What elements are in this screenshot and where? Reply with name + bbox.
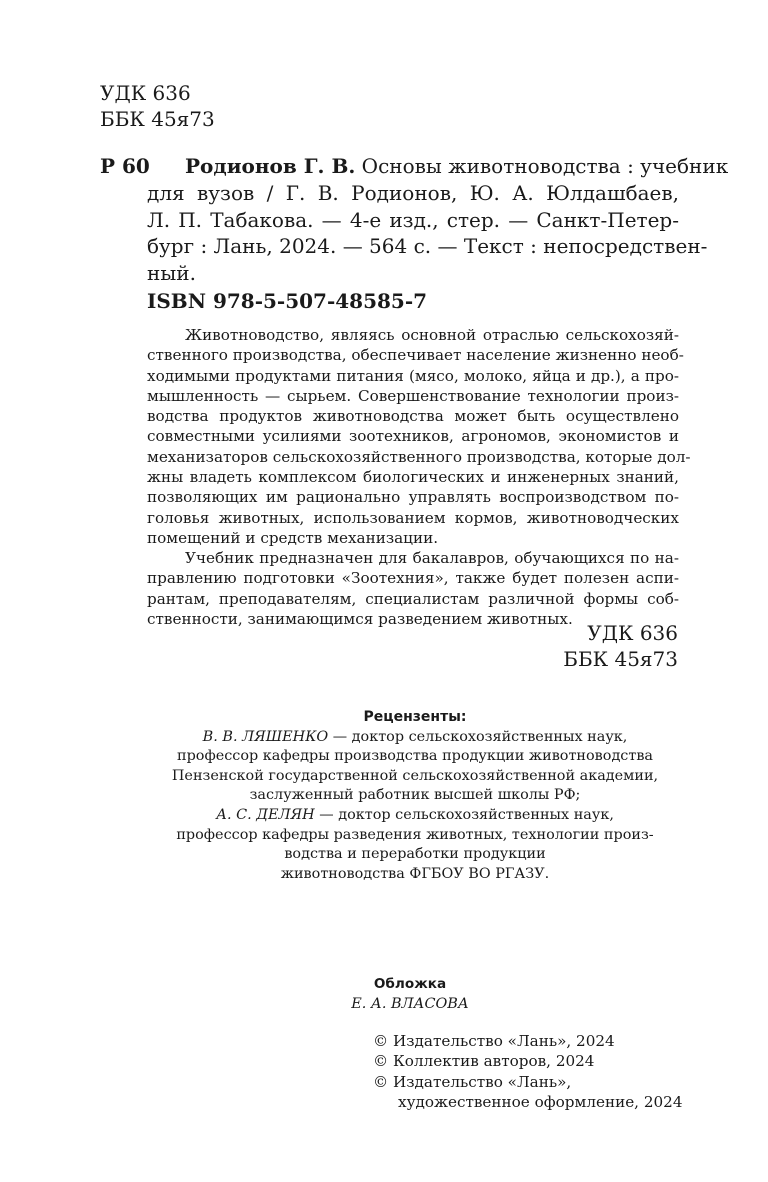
reviewer-1-line: Пензенской государственной сельскохозяйственной академии, <box>171 767 659 784</box>
copyright-line: © Издательство «Лань», <box>373 1072 572 1091</box>
citation-author: Родионов Г. В. <box>185 154 356 178</box>
reviewer-2-line: профессор кафедры разведения животных, технологии произ- <box>176 826 654 843</box>
citation-continued <box>147 180 708 286</box>
citation-line-3: Л. П. Табакова. — 4-е изд., стер. — Санкт-Петер- <box>147 207 679 232</box>
citation-title: Основы животноводства : учебник <box>355 154 729 178</box>
annotation-line: рантам, преподавателям, специалистам различной формы соб- <box>147 589 679 608</box>
reviewer-1-line: профессор кафедры производства продукции животноводства <box>176 748 654 765</box>
cover-designer: Е. А. ВЛАСОВА <box>351 995 469 1012</box>
udk-top: УДК 636 <box>100 81 191 105</box>
citation-line-1 <box>185 153 729 180</box>
citation-line-2: для вузов / Г. В. Родионов, Ю. А. Юлдашбаев, <box>147 181 679 205</box>
annotation-line: помещений и средств механизации. <box>147 528 439 547</box>
annotation-line: механизаторов сельскохозяйственного производства, которые дол- <box>147 447 691 466</box>
cover-credit <box>300 975 520 1014</box>
bbk-bottom: ББК 45я73 <box>563 647 678 671</box>
bbk-top: ББК 45я73 <box>100 107 215 131</box>
reviewer-2-line: водства и переработки продукции <box>284 846 546 863</box>
reviewer-2-degree: — доктор сельскохозяйственных наук, <box>314 806 614 823</box>
annotation-line: головья животных, использованием кормов, животноводческих <box>147 508 679 527</box>
copyright-line: художественное оформление, 2024 <box>398 1092 683 1111</box>
annotation-line: ственности, занимающимся разведением животных. <box>147 609 573 628</box>
citation-line-5: ный. <box>147 260 196 285</box>
udk-bottom: УДК 636 <box>587 621 678 645</box>
copyright <box>373 1031 683 1112</box>
cover-label: Обложка <box>373 976 447 992</box>
reviewer-1-name: В. В. ЛЯШЕНКО <box>202 728 329 745</box>
annotation-line: правлению подготовки «Зоотехния», также будет полезен аспи- <box>147 569 679 588</box>
citation <box>185 153 729 180</box>
reviewer-1-line: заслуженный работник высшей школы РФ; <box>249 787 581 804</box>
reviewers <box>100 708 730 884</box>
annotation-p1 <box>147 345 691 548</box>
annotation-line: позволяющих им рационально управлять воспроизводством по- <box>147 488 679 507</box>
author-sign-code: Р 60 <box>100 154 150 178</box>
reviewers-title: Рецензенты: <box>363 709 467 725</box>
annotation-line: водства продуктов животноводства может быть осуществлено <box>147 407 679 426</box>
reviewer-1-line-1 <box>100 728 730 748</box>
annotation-p2-first <box>185 548 679 568</box>
annotation-line: ходимыми продуктами питания (мясо, молоко, яйца и др.), а про- <box>147 366 679 385</box>
annotation-line: ственного производства, обеспечивает население жизненно необ- <box>147 346 684 365</box>
annotation-p1-first <box>185 325 679 345</box>
annotation-line: совместными усилиями зоотехников, агрономов, экономистов и <box>147 427 679 446</box>
annotation-line: Учебник предназначен для бакалавров, обучающихся по на- <box>185 549 679 567</box>
annotation-line: Животноводство, являясь основной отраслью сельскохозяй- <box>185 326 679 344</box>
copyright-line: © Издательство «Лань», 2024 <box>373 1032 615 1050</box>
reviewer-1-degree: — доктор сельскохозяйственных наук, <box>328 728 628 745</box>
annotation-line: мышленность — сырьем. Совершенствование технологии произ- <box>147 386 679 405</box>
annotation-line: жны владеть комплексом биологических и инженерных знаний, <box>147 468 679 487</box>
copyright-line: © Коллектив авторов, 2024 <box>373 1052 595 1071</box>
reviewer-2-line: животноводства ФГБОУ ВО РГАЗУ. <box>280 865 550 882</box>
isbn: ISBN 978-5-507-48585-7 <box>147 289 428 313</box>
reviewer-2-name: А. С. ДЕЛЯН <box>216 806 315 823</box>
reviewer-2-line-1 <box>100 806 730 826</box>
citation-line-4: бург : Лань, 2024. — 564 с. — Текст : непосредствен- <box>147 234 708 259</box>
